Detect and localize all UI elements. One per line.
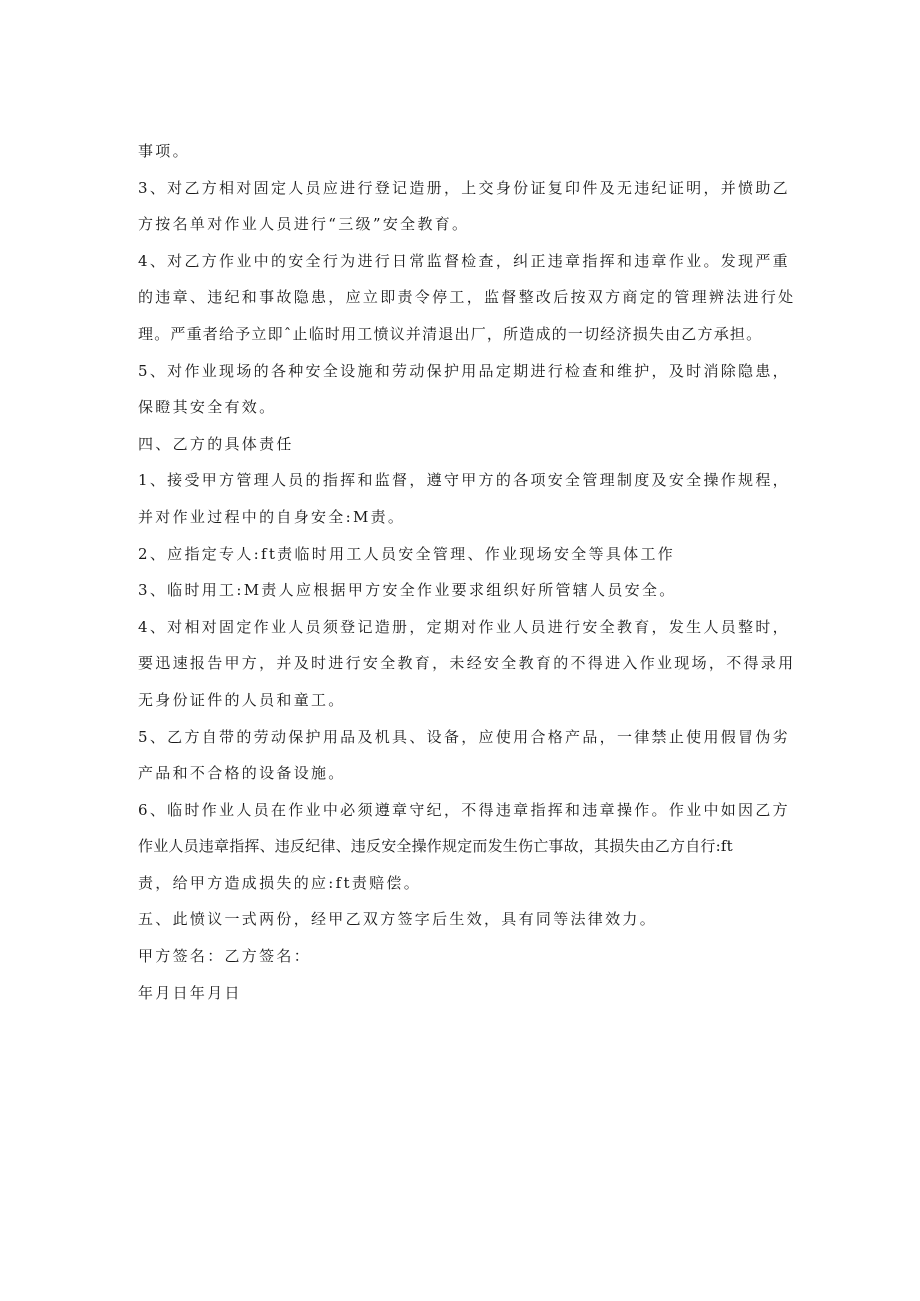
text-line: 3、对乙方相对固定人员应进行登记造册，上交身份证复印件及无违纪证明，并愤助乙: [138, 178, 790, 197]
date-line: 年月日年月日: [138, 983, 242, 1002]
text-line: 5、乙方自带的劳动保护用品及机具、设备，应使用合格产品，一律禁止使用假冒伪劣: [138, 727, 790, 746]
text-line: 4、对乙方作业中的安全行为进行日常监督检查，纠正违章指挥和违章作业。发现严重: [138, 251, 790, 270]
text-line: 6、临时作业人员在作业中必须遵章守纪，不得违章指挥和违章操作。作业中如因乙方: [138, 800, 790, 819]
text-line: 5、对作业现场的各种安全设施和劳动保护用品定期进行检查和维护，及时消除隐患，: [138, 361, 790, 380]
text-line: 理。严重者给予立即ˆ止临时用工愤议并清退出厂，所造成的一切经济损失由乙方承担。: [138, 324, 763, 343]
text-line: 4、对相对固定作业人员须登记造册，定期对作业人员进行安全教育，发生人员整时，: [138, 617, 790, 636]
text-line: 要迅速报告甲方，并及时进行安全教育，未经安全教育的不得进入作业现场，不得录用: [138, 654, 796, 673]
signature-line: 甲方签名：乙方签名：: [138, 947, 312, 966]
text-line: 事项。: [138, 142, 190, 160]
text-line: 的违章、违纪和事故隐患，应立即责令停工，监督整改后按双方商定的管理辨法进行处: [138, 288, 796, 307]
text-line: 2、应指定专人:ft责临时用工人员安全管理、作业现场安全等具体工作: [138, 544, 676, 563]
document-body: [138, 133, 796, 1011]
text-line: 并对作业过程中的自身安全:M责。: [138, 507, 406, 526]
text-line: 1、接受甲方管理人员的指挥和监督，遵守甲方的各项安全管理制度及安全操作规程，: [138, 471, 790, 490]
text-line: 责，给甲方造成损失的应:ft责赔偿。: [138, 873, 422, 892]
text-line: 3、临时用工:M责人应根据甲方安全作业要求组织好所管辖人员安全。: [138, 581, 677, 600]
text-line: 无身份证件的人员和童工。: [138, 690, 346, 709]
text-line: 方按名单对作业人员进行“三级”安全教育。: [138, 215, 470, 234]
text-line: 作业人员违章指挥、违反纪律、违反安全操作规定而发生伤亡事故，其损失由乙方自行:ft: [138, 837, 733, 856]
text-line: 保瞪其安全有效。: [138, 398, 277, 417]
text-line: 五、此愤议一式两份，经甲乙双方签字后生效，具有同等法律效力。: [138, 910, 658, 929]
text-line: 产品和不合格的设备设施。: [138, 764, 346, 783]
section-heading: 四、乙方的具体责任: [138, 434, 294, 453]
